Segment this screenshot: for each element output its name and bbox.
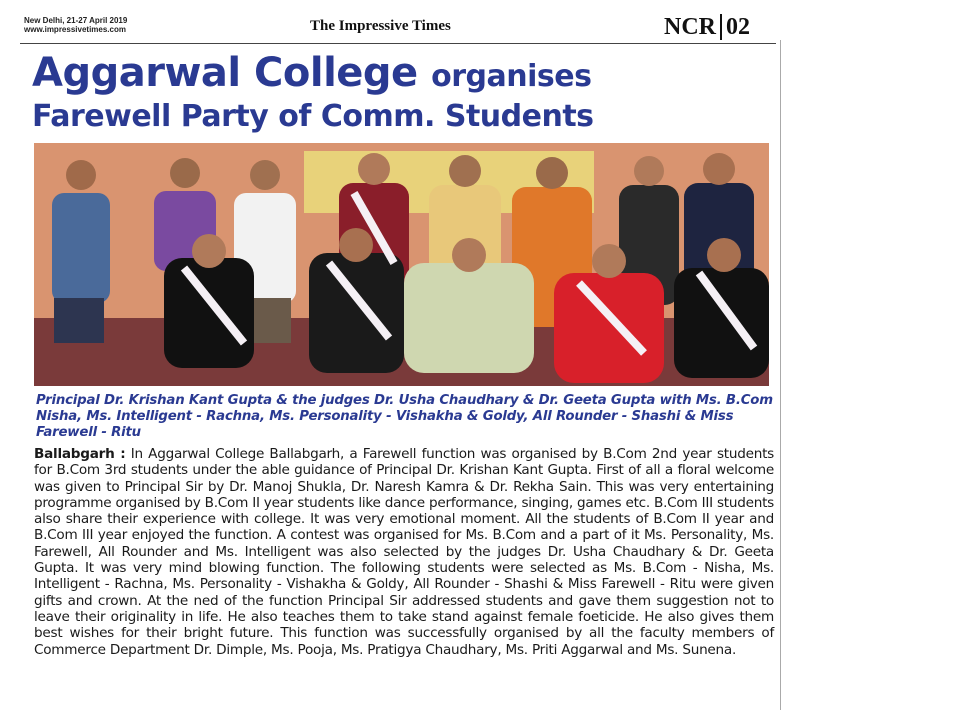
article-dateline: Ballabgarh : [34, 446, 126, 462]
page-number: 02 [726, 14, 750, 40]
headline [32, 50, 772, 134]
issue-date: New Delhi, 21-27 April 2019 [24, 16, 128, 25]
headline-part-a: Aggarwal College [32, 50, 418, 96]
headline-part-b: organises [431, 59, 592, 94]
article-text: In Aggarwal College Ballabgarh, a Farewell function was organised by B.Com 2nd year students for B.Com 3rd students under the able guidance of Principal Dr. Krishan Kant Gupta. First of all a floral welcome was given to Principal Sir by Dr. Manoj Shukla, Dr. Naresh Kamra & Dr. Rekha Sain. This was very entertaining programme organised by B.Com II year students like dance performance, singing, games etc. B.Com III students also share their experience with college. It was very emotional moment. All the students of B.Com II year and B.Com III year enjoyed the function. A contest was organised for Ms. B.Com and a part of it Ms. Personality, Ms. Farewell, All Rounder and Ms. Intelligent was also selected by the judges Dr. Usha Chaudhary & Dr. Geeta Gupta. It was very mind blowing function. The following students were selected as Ms. B.Com - Nisha, Ms. Intelligent - Rachna, Ms. Personality - Vishakha & Goldy, All Rounder - Shashi & Miss Farewell - Ritu were given gifts and crown. At the ned of the function Principal Sir addressed students and gave them suggestion not to leave their originality in life. He also teaches them to take stand against female foeticide. He also gives them best wishes for their bright future. This function was successfully organised by all the faculty members of Commerce Department Dr. Dimple, Ms. Pooja, Ms. Pratigya Chaudhary, Ms. Priti Aggarwal and Ms. Sunena. [34, 446, 774, 658]
website-link[interactable]: www.impressivetimes.com [24, 25, 126, 34]
article-body [34, 446, 774, 658]
photo-caption: Principal Dr. Krishan Kant Gupta & the judges Dr. Usha Chaudhary & Dr. Geeta Gupta with Ms. B.Com Nisha, Ms. Intelligent - Rachna, Ms. Personality - Vishakha & Goldy, All Rounder - Shashi & Miss Farewell - Ritu [36, 393, 773, 440]
masthead [14, 12, 780, 46]
group-photo [34, 143, 769, 386]
headline-line-2: Farewell Party of Comm. Students [32, 99, 594, 134]
masthead-dateline [24, 16, 127, 34]
section-tag [664, 14, 750, 41]
newspaper-page [14, 12, 780, 712]
page-edge [780, 40, 781, 710]
paper-name: The Impressive Times [310, 18, 451, 34]
section-name: NCR [664, 14, 716, 40]
masthead-rule [20, 43, 776, 44]
